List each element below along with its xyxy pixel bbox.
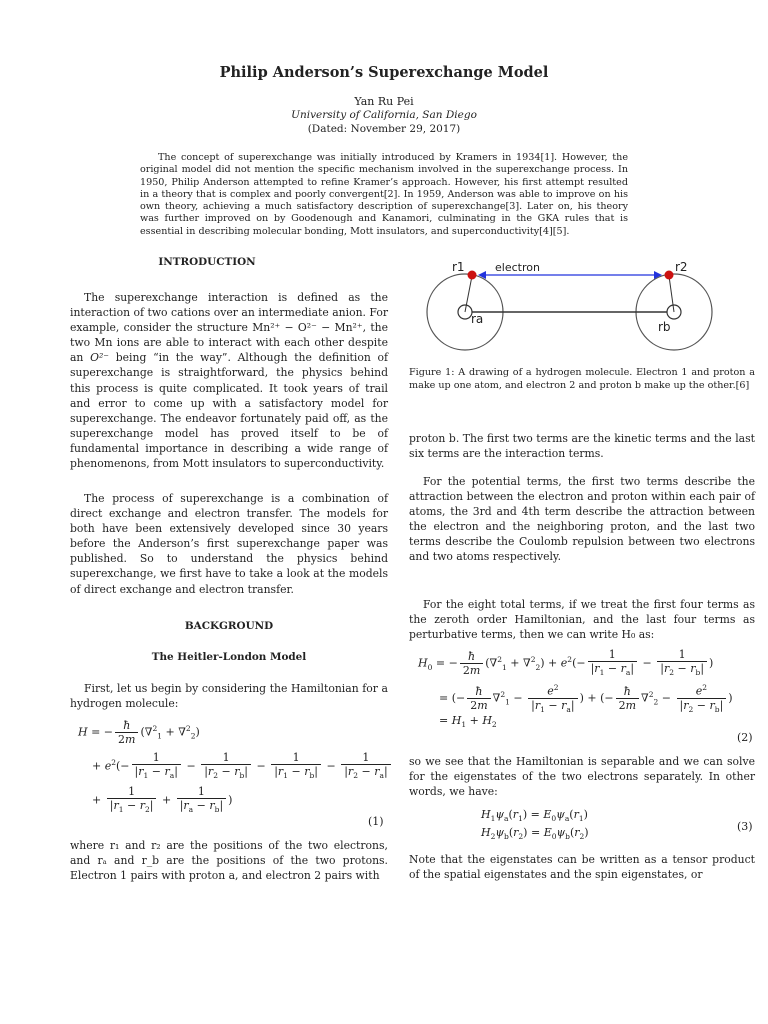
intro-paragraph-2: The process of superexchange is a combination of direct exchange and electron transfer. The models for both have been extensively developed since 30 years before the Anderson’s first superexchange paper was published. So to understand the physics behind superexchange, we first have to take a look at the models of direct exchange and electron transfer. (70, 492, 388, 596)
label-r2: r2 (675, 260, 688, 274)
subsection-heading-heitler-london: The Heitler-London Model (151, 651, 307, 663)
equation-2-number: (2) (737, 731, 753, 744)
right-paragraph-2: For the potential terms, the first two terms describe the attraction between the electron and proton within each pair of atoms, the 3rd and 4th term describe the attraction between the electron and the neighboring proton, and the last two terms describe the Coulomb repulsion between two electrons and two atoms respectively. (409, 475, 755, 564)
right-paragraph-1: proton b. The first two terms are the kinetic terms and the last six terms are the interaction terms. (409, 432, 755, 461)
intro-paragraph-1: The superexchange interaction is defined as the interaction of two cations over an intermediate anion. For example, consider the structure Mn²⁺ − O²⁻ − Mn²⁺, the two Mn ions are able to interact with each other despite an O²⁻ being “in the way”. Although the definition of superexchange is straightforward, the physics behind this process is quite complicated. It took years of trail and error to come up with a satisfactory model for superexchange. The endeavor fortunately paid off, as the superexchange model has proved itself to be of fundamental importance in describing a wide range of phenomenons, from Mott insulators to superconductivity. (70, 291, 389, 471)
equation-3-line-1: $H_1\psi_a(r_1) = E_0\psi_a(r_1)$ (481, 808, 588, 824)
equation-1-line-2: + $e^2(-$ $\frac{1}{|r_1 - r_a|}$ − $\frac{1}{|r_2 - r_b|}$ − $\frac{1}{|r_1 - r_b|}$ − $\frac{1}{|r_2 - r_a|}$ (92, 751, 393, 782)
label-rb: rb (658, 320, 671, 334)
equation-3-number: (3) (737, 820, 753, 833)
equation-1-line-1: H = − $\frac{ħ}{2m}$ (∇$^2_1$ + ∇$^2_2$) (78, 719, 200, 746)
background-paragraph-2: where r₁ and r₂ are the positions of the two electrons, and rₐ and r_b are the positions of the two protons. Electron 1 pairs with proton a, and electron 2 pairs with (70, 839, 388, 883)
background-paragraph-1: First, let us begin by considering the Hamiltonian for a hydrogen molecule: (70, 682, 388, 711)
equation-1-line-3: + $\frac{1}{|r_1 - r_2|}$ + $\frac{1}{|r_a - r_b|}$ ) (92, 785, 233, 815)
right-paragraph-3: For the eight total terms, if we treat the first four terms as the zeroth order Hamiltonian, and the last four terms as perturbative terms, then we can write H₀ as: (409, 598, 755, 642)
author-name: Yan Ru Pei (354, 95, 414, 108)
equation-2-line-1: $H_0$ = − $\frac{ħ}{2m}$ $(\nabla^2_1 + \nabla^2_2) + e^2(-$ $\frac{1}{|r_1 - r_a|}$ − $\frac{1}{|r_2 - r_b|}$ ) (418, 648, 714, 678)
date-line: (Dated: November 29, 2017) (307, 123, 461, 135)
electron-1 (468, 271, 477, 280)
section-heading-introduction: INTRODUCTION (158, 256, 256, 268)
right-paragraph-5: Note that the eigenstates can be written as a tensor product of the spatial eigenstates and the spin eigenstates, or (409, 853, 755, 882)
section-heading-background: BACKGROUND (184, 620, 274, 632)
figure-caption: Figure 1: A drawing of a hydrogen molecule. Electron 1 and proton a make up one atom, and electron 2 and proton b make up the other.[6] (409, 367, 755, 391)
label-ra: ra (471, 312, 484, 326)
label-r1: r1 (452, 260, 465, 274)
author-affiliation: University of California, San Diego (291, 109, 477, 121)
hydrogen-molecule-figure (420, 258, 720, 360)
electron-2 (665, 271, 674, 280)
right-paragraph-4: so we see that the Hamiltonian is separable and we can solve for the eigenstates of the two electrons separately. In other words, we have: (409, 755, 755, 799)
equation-1-number: (1) (368, 815, 384, 828)
paper-title: Philip Anderson’s Superexchange Model (219, 64, 549, 81)
equation-2-line-2: = (− $\frac{ħ}{2m}$ ∇$^2_1$ − $\frac{e^2}{|r_1 - r_a|}$ ) + (− $\frac{ħ}{2m}$ ∇$^2_2$ − $\frac{e^2}{|r_2 - r_b|}$ ) (439, 683, 733, 714)
label-electron: electron (495, 261, 540, 274)
equation-3-line-2: $H_2\psi_b(r_2) = E_0\psi_b(r_2)$ (481, 826, 589, 842)
abstract: The concept of superexchange was initially introduced by Kramers in 1934[1]. However, the original model did not mention the specific mechanism involved in the superexchange process. In 1950, Philip Anderson attempted to refine Kramer’s approach. However, his first attempt resulted in a theory that is complex and poorly convergent[2]. In 1959, Anderson was able to improve on his own theory, achieving a much satisfactory description of superexchange[3]. Later on, his theory was further improved on by Goodenough and Kanamori, culminating in the GKA rules that is essential in describing molecular bonding, Mott insulators, and superconductivity[4][5]. (140, 152, 628, 237)
equation-2-line-3: = $H_1 + H_2$ (439, 714, 497, 730)
